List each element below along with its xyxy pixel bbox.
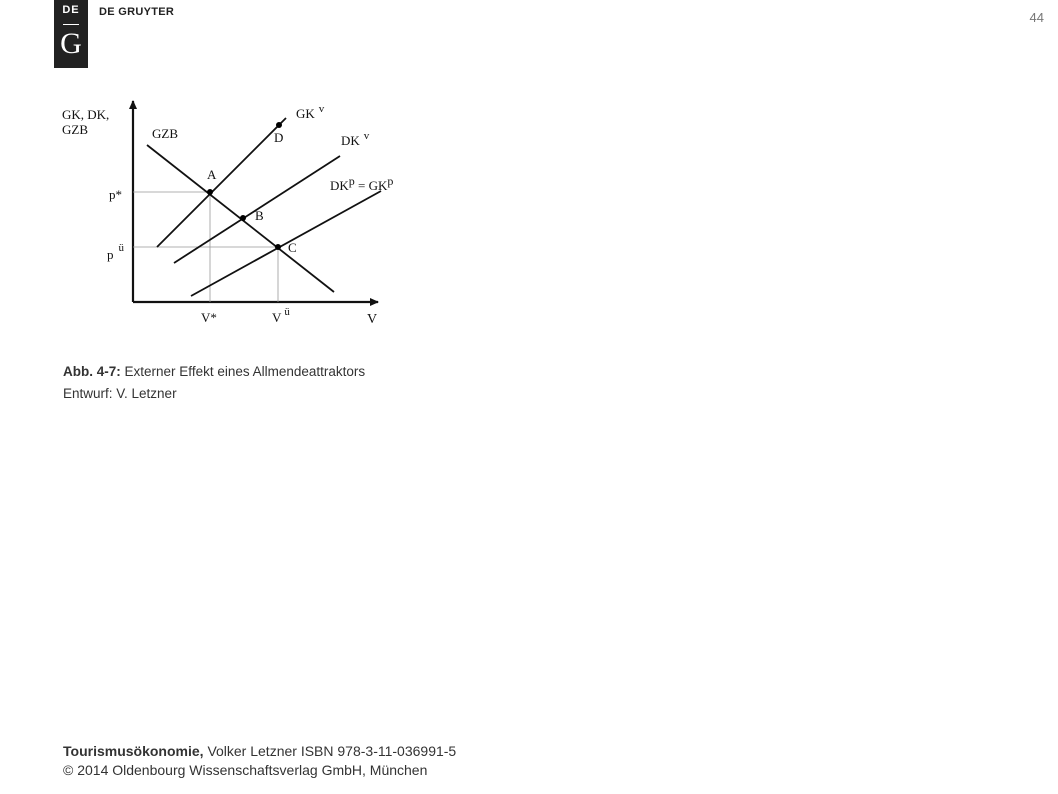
footer-line1 xyxy=(63,742,456,761)
tick-v-u xyxy=(272,306,290,325)
tick-v-star: V* xyxy=(201,310,217,325)
point-c-marker xyxy=(275,244,281,250)
x-axis-label: V xyxy=(367,312,378,327)
caption-label: Abb. 4-7: xyxy=(63,364,121,379)
tick-p-star: p* xyxy=(109,187,122,202)
copyright: © 2014 Oldenbourg Wissenschaftsverlag GmbH, München xyxy=(63,762,428,778)
tick-v-u-base: V xyxy=(272,310,282,325)
page-number: 44 xyxy=(1029,10,1044,25)
caption-line xyxy=(63,361,365,383)
caption-text: Externer Effekt eines Allmendeattraktors xyxy=(124,364,366,379)
curve-gzb-label: GZB xyxy=(152,126,178,141)
book-info: Volker Letzner ISBN 978-3-11-036991-5 xyxy=(207,743,457,759)
point-c-label: C xyxy=(288,240,297,255)
caption-source: Entwurf: V. Letzner xyxy=(63,386,177,401)
curve-dk-v-label xyxy=(341,130,370,148)
point-d-marker xyxy=(276,122,282,128)
logo-g-letter: G xyxy=(60,27,82,60)
page-footer xyxy=(63,742,456,780)
point-d-label: D xyxy=(274,130,284,145)
curve-gk-v-label xyxy=(296,103,325,121)
publisher-name: DE GRUYTER xyxy=(99,6,175,18)
tick-p-u xyxy=(107,242,125,262)
y-axis-label-line2: GZB xyxy=(62,122,88,137)
curve-dk-v-base: DK xyxy=(341,133,360,148)
curve-gk-v-base: GK xyxy=(296,106,315,121)
point-b-label: B xyxy=(255,208,264,223)
curve-dk-v-sup: v xyxy=(363,130,370,142)
curve-dk-p-gk-p xyxy=(191,191,381,296)
y-axis-label-line1: GK, DK, xyxy=(62,107,110,122)
curve-dk-p-label xyxy=(330,174,393,193)
logo-de-text: DE xyxy=(62,4,80,16)
curve-dk-p-base1: DK xyxy=(330,178,349,193)
tick-p-u-sup: ü xyxy=(118,242,124,254)
point-a-label: A xyxy=(207,167,217,182)
book-title: Tourismusökonomie, xyxy=(63,743,204,759)
curve-dk-p-base2: = GK xyxy=(354,178,388,193)
point-b-marker xyxy=(240,215,246,221)
curve-dk-p-sup1: p xyxy=(348,174,355,188)
point-a-marker xyxy=(207,189,213,195)
curve-dk-p-sup2: p xyxy=(387,174,394,188)
curve-gk-v-sup: v xyxy=(318,103,325,115)
tick-v-u-sup: ü xyxy=(284,306,290,318)
tick-p-u-base: p xyxy=(107,247,114,262)
figure-caption xyxy=(63,361,365,405)
